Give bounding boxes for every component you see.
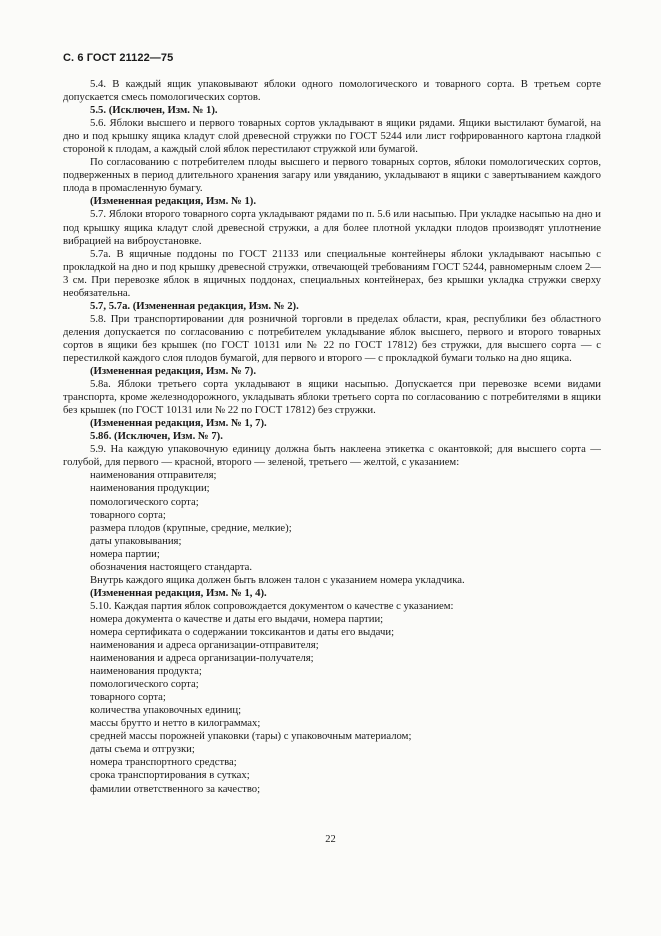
page-header: С. 6 ГОСТ 21122—75	[63, 52, 174, 64]
list-item: товарного сорта;	[90, 691, 166, 704]
list-item: даты упаковывания;	[90, 534, 182, 547]
list-item: товарного сорта;	[90, 508, 166, 521]
list-item: номера документа о качестве и даты его выдачи, номера партии;	[90, 612, 384, 625]
paragraph-5-5: 5.5. (Исключен, Изм. № 1).	[90, 104, 218, 117]
list-item: наименования и адреса организации-отправителя;	[90, 639, 319, 652]
list-item: обозначения настоящего стандарта.	[90, 560, 253, 573]
page-number: 22	[325, 834, 336, 845]
list-item: помологического сорта;	[90, 678, 199, 691]
paragraph-5-8a: 5.8а. Яблоки третьего сорта укладывают в ящики насыпью. Допускается при перевозке всеми видами транспорта, кроме железнодорожного, укладывать яблоки третьего сорта по согласованию с потребителями в ящики без крышек (по ГОСТ 10131 или № 22 по ГОСТ 17812) без стружки.	[63, 378, 601, 417]
list-item: количества упаковочных единиц;	[90, 704, 242, 717]
list-item: наименования продукта;	[90, 665, 202, 678]
list-item: номера партии;	[90, 547, 160, 560]
paragraph-5-7a: 5.7а. В ящичные поддоны по ГОСТ 21133 или специальные контейнеры яблоки укладывают насыпью с прокладкой на дно и под крышку древесной стружки, отвечающей требованиям ГОСТ 5244, равномерным слоем 2—3 см. При перевозке яблок в ящичных поддонах, специальных контейнерах, без крышки укладка стружки сверху необязательна.	[63, 247, 601, 299]
paragraph-5-8: 5.8. При транспортировании для розничной торговли в пределах области, края, республики без областного деления допускается по согласованию с потребителем укладывание яблок высшего, первого и второго товарных сортов в ящики без крышек (по ГОСТ 10131 или № 22 по ГОСТ 17812) без стружки, для высшего сорта — с перестилкой каждого слоя плодов бумагой, для первого и второго — с прокладкой бумаги только на дно ящика.	[63, 312, 601, 364]
list-item: помологического сорта;	[90, 495, 199, 508]
amendment-note: (Измененная редакция, Изм. № 1, 4).	[90, 586, 267, 599]
paragraph-talon: Внутрь каждого ящика должен быть вложен талон с указанием номера укладчика.	[90, 573, 465, 586]
paragraph-5-8b: 5.8б. (Исключен, Изм. № 7).	[90, 430, 223, 443]
amendment-note: (Измененная редакция, Изм. № 1).	[90, 195, 257, 208]
paragraph-5-4: 5.4. В каждый ящик упаковывают яблоки одного помологического и товарного сорта. В третьем сорте допускается смесь помологических сортов.	[63, 78, 601, 104]
list-item: фамилии ответственного за качество;	[90, 782, 261, 795]
list-item: наименования продукции;	[90, 482, 210, 495]
document-body	[63, 78, 601, 796]
list-item: номера транспортного средства;	[90, 756, 237, 769]
list-item: наименования и адреса организации-получателя;	[90, 652, 314, 665]
list-item: наименования отправителя;	[90, 469, 217, 482]
list-item: номера сертификата о содержании токсикантов и даты его выдачи;	[90, 625, 395, 638]
paragraph-5-7: 5.7. Яблоки второго товарного сорта укладывают рядами по п. 5.6 или насыпью. При укладке насыпью на дно и под крышку ящика кладут слой древесной стружки, а для более плотной укладки плодов производят уплотнение вибрацией на виброустановке.	[63, 208, 601, 247]
paragraph-5-6: 5.6. Яблоки высшего и первого товарных сортов укладывают в ящики рядами. Ящики выстилают бумагой, на дно и под крышку ящика кладут слой древесной стружки по ГОСТ 5244 или лист гофрированного картона гладкой стороной к плодам, а каждый слой яблок перестилают стружкой или бумагой.	[63, 117, 601, 156]
paragraph-5-9: 5.9. На каждую упаковочную единицу должна быть наклеена этикетка с окантовкой; для высшего сорта — голубой, для первого — красной, второго — зеленой, третьего — желтой, с указанием:	[63, 443, 601, 469]
amendment-note: (Измененная редакция, Изм. № 1, 7).	[90, 417, 267, 430]
list-item: массы брутто и нетто в килограммах;	[90, 717, 261, 730]
amendment-note: 5.7, 5.7а. (Измененная редакция, Изм. № 2).	[90, 299, 299, 312]
paragraph-5-6-cont: По согласованию с потребителем плоды высшего и первого товарных сортов, яблоки помологических сортов, подверженных в период длительного хранения загару или увяданию, укладывают в ящики с завертыванием каждого плода в промасленную бумагу.	[63, 156, 601, 195]
list-item: средней массы порожней упаковки (тары) с упаковочным материалом;	[90, 730, 412, 743]
list-item: размера плодов (крупные, средние, мелкие);	[90, 521, 292, 534]
paragraph-5-10: 5.10. Каждая партия яблок сопровождается документом о качестве с указанием:	[90, 599, 454, 612]
amendment-note: (Измененная редакция, Изм. № 7).	[90, 365, 257, 378]
list-item: срока транспортирования в сутках;	[90, 769, 250, 782]
list-item: даты съема и отгрузки;	[90, 743, 195, 756]
